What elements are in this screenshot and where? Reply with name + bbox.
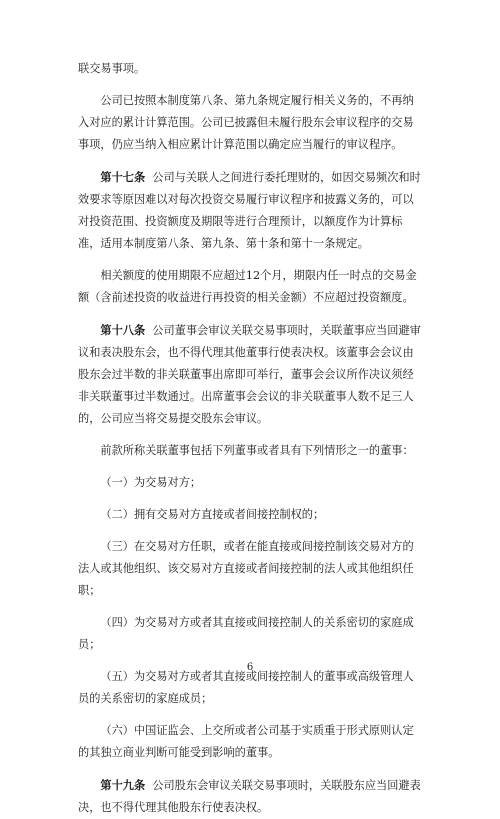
list-item-4: （四）为交易对方或者其直接或间接控制人的关系密切的家庭成员； — [78, 616, 414, 651]
article-17 — [78, 166, 424, 255]
list-item-5: （五）为交易对方或者其直接或间接控制人的董事或高级管理人员的关系密切的家庭成员； — [78, 670, 414, 705]
paragraph-cumulative-scope: 公司已按照本制度第八条、第九条规定履行相关义务的，不再纳入对应的累计计算范围。公司已披露但未履行股东会审议程序的交易事项，仍应当纳入相应累计计算范围以确定应当履行的审议程序。 — [78, 94, 414, 151]
list-item-1: （一）为交易对方； — [100, 476, 202, 489]
page-number: 6 — [246, 662, 254, 673]
paragraph-continuation: 联交易事项。 — [78, 62, 146, 75]
paragraph-quota-period: 相关额度的使用期限不应超过12个月，期限内任一时点的交易金额（含前述投资的收益进行再投资的相关金额）不应超过投资额度。 — [78, 269, 417, 304]
document-body — [78, 58, 424, 819]
list-item-2: （二）拥有交易对方直接或者间接控制权的； — [100, 508, 325, 521]
list-item-6: （六）中国证监会、上交所或者公司基于实质重于形式原则认定的其独立商业判断可能受到影响的董事。 — [78, 724, 414, 759]
article-19-text: 公司股东会审议关联交易事项时，关联股东应当回避表决，也不得代理其他股东行使表决权。 — [78, 779, 421, 814]
article-19 — [78, 774, 424, 819]
article-17-text: 公司与关联人之间进行委托理财的，如因交易频次和时效要求等原因难以对每次投资交易履行审议程序和披露义务的，可以对投资范围、投资额度及期限等进行合理预计，以额度作为计算标准，适用本制度第八条、第九条、第十条和第十一条规定。 — [78, 171, 421, 250]
list-item-3: （三）在交易对方任职，或者在能直接或间接控制该交易对方的法人或其他组织、该交易对方直接或者间接控制的法人或其他组织任职； — [78, 540, 414, 597]
article-18-heading: 第十八条 — [100, 323, 146, 337]
article-19-heading: 第十九条 — [100, 778, 146, 792]
article-17-heading: 第十七条 — [100, 170, 146, 184]
paragraph-related-directors: 前款所称关联董事包括下列董事或者具有下列情形之一的董事： — [100, 444, 414, 457]
article-18-text: 公司董事会审议关联交易事项时，关联董事应当回避审议和表决股东会，也不得代理其他董事行使表决权。该董事会会议由股东会过半数的非关联董事出席即可举行，董事会会议所作决议须经非关联董事过半数通过。出席董事会会议的非关联董事人数不足三人的，公司应当将交易提交股东会审议。 — [78, 324, 421, 425]
article-18 — [78, 319, 424, 430]
